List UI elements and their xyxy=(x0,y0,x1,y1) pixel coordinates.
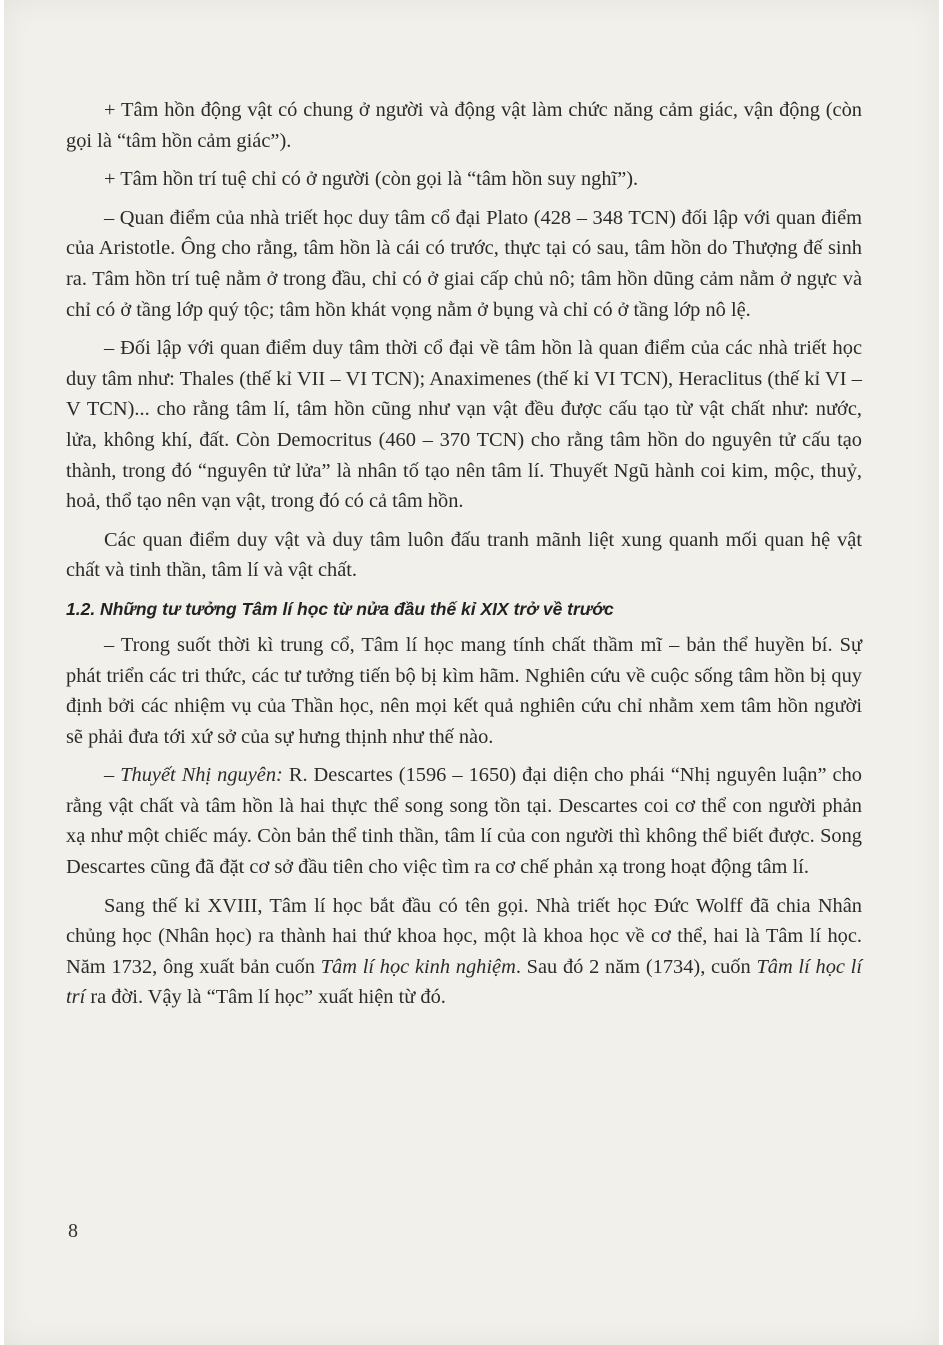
paragraph-materialists: – Đối lập với quan điểm duy tâm thời cổ đại về tâm hồn là quan điểm của các nhà triết học duy tâm như: Thales (thế kỉ VII – VI TCN); Anaximenes (thế kỉ VI TCN), Heraclitus (thế kỉ VI – V TCN)... cho rằng tâm lí, tâm hồn cũng như vạn vật đều được cấu tạo từ vật chất như: nước, lửa, không khí, đất. Còn Democritus (460 – 370 TCN) cho rằng tâm hồn do nguyên tử cấu tạo thành, trong đó “nguyên tử lửa” là nhân tố tạo nên tâm lí. Thuyết Ngũ hành coi kim, mộc, thuỷ, hoả, thổ tạo nên vạn vật, trong đó có cả tâm hồn. xyxy=(66,337,862,513)
paragraph-animal-soul: + Tâm hồn động vật có chung ở người và động vật làm chức năng cảm giác, vận động (còn gọi là “tâm hồn cảm giác”). xyxy=(66,99,862,152)
paragraph-intellect-soul: + Tâm hồn trí tuệ chỉ có ở người (còn gọi là “tâm hồn suy nghĩ”). xyxy=(104,168,639,191)
paragraph-wolff xyxy=(66,891,862,1013)
paragraph-struggle: Các quan điểm duy vật và duy tâm luôn đấu tranh mãnh liệt xung quanh mối quan hệ vật chất và tinh thần, tâm lí và vật chất. xyxy=(66,528,862,582)
paragraph-middle-ages: – Trong suốt thời kì trung cổ, Tâm lí học mang tính chất thầm mĩ – bản thể huyền bí. Sự phát triển các tri thức, các tư tưởng tiến bộ bị kìm hãm. Nghiên cứu về cuộc sống tâm hồn bị quy định bởi các nhiệm vụ của Thần học, nên mọi kết quả nghiên cứu chỉ nhằm xem tâm hồn người sẽ phải đưa tới xứ sở của sự hưng thịnh như thế nào. xyxy=(66,633,862,748)
wolff-text-c: ra đời. Vậy là “Tâm lí học” xuất hiện từ đó. xyxy=(85,986,446,1009)
book-title-empirical: Tâm lí học kinh nghiệm xyxy=(320,955,516,978)
paragraph-dualism xyxy=(66,760,862,882)
dualism-term: Thuyết Nhị nguyên: xyxy=(120,764,283,787)
section-heading: 1.2. Những tư tưởng Tâm lí học từ nửa đầu thế kỉ XIX trở về trước xyxy=(66,598,614,619)
book-title-rational: Tâm lí học lí trí xyxy=(66,955,863,1009)
book-page xyxy=(4,0,939,1345)
wolff-text-a: Sang thế kỉ XVIII, Tâm lí học bắt đầu có tên gọi. Nhà triết học Đức Wolff đã chia Nhân chủng học (Nhân học) ra thành hai thứ khoa học, một là khoa học về cơ thể, hai là Tâm lí học. Năm 1732, ông xuất bản cuốn xyxy=(66,894,862,978)
wolff-text-b: . Sau đó 2 năm (1734), cuốn xyxy=(515,955,757,978)
page-number: 8 xyxy=(68,1220,78,1242)
dualism-text: R. Descartes (1596 – 1650) đại diện cho phái “Nhị nguyên luận” cho rằng vật chất và tâm hồn là hai thực thể song song tồn tại. Descartes coi cơ thể con người phản xạ như một chiếc máy. Còn bản thể tinh thần, tâm lí của con người thì không thể biết được. Song Descartes cũng đã đặt cơ sở đầu tiên cho việc tìm ra cơ chế phản xạ trong hoạt động tâm lí. xyxy=(66,764,862,879)
paragraph-plato: – Quan điểm của nhà triết học duy tâm cổ đại Plato (428 – 348 TCN) đối lập với quan điểm của Aristotle. Ông cho rằng, tâm hồn là cái có trước, thực tại có sau, tâm hồn do Thượng đế sinh ra. Tâm hồn trí tuệ nằm ở trong đầu, chỉ có ở giai cấp chủ nô; tâm hồn dũng cảm nằm ở ngực và chỉ có ở tầng lớp quý tộc; tâm hồn khát vọng nằm ở bụng và chỉ có ở tầng lớp nô lệ. xyxy=(66,206,862,321)
page-body xyxy=(66,95,862,1013)
dualism-dash: – xyxy=(104,764,121,787)
